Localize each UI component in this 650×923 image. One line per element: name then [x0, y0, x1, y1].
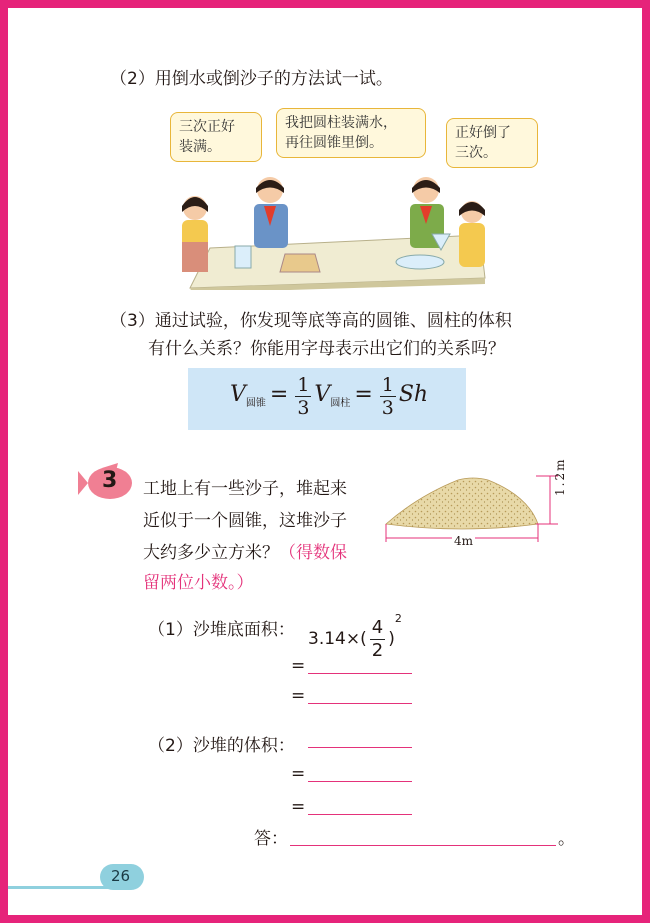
step1-expression: 3.14×( $\frac{4}{2}$ )$^2$	[308, 612, 402, 661]
formula-v-cone: V	[230, 382, 246, 407]
step1-blank-1[interactable]	[308, 673, 412, 674]
step1-label: （1）沙堆底面积：	[148, 620, 295, 640]
dimension-height-label: 1.2m	[553, 457, 567, 496]
classroom-illustration	[150, 150, 500, 290]
part2-instruction: （2）用倒水或倒沙子的方法试一试。	[110, 69, 393, 89]
dimension-width-label: 4m	[454, 534, 474, 548]
girl-right-figure	[459, 201, 485, 267]
speech-bubble-right: 正好倒了 三次。	[446, 118, 538, 168]
answer-period: 。	[558, 829, 575, 849]
sand-tray	[280, 254, 320, 272]
formula-box	[188, 368, 466, 430]
water-basin	[396, 255, 444, 269]
step2-label: （2）沙堆的体积：	[148, 736, 295, 756]
sand-cone-figure	[378, 468, 573, 552]
cylinder-cup	[235, 246, 251, 268]
formula-fraction-2: $\frac{1}{3}$	[381, 374, 394, 419]
answer-label: 答：	[254, 829, 288, 849]
formula-eq-2: =	[354, 382, 373, 407]
part3-question-line1: （3）通过试验，你发现等底等高的圆锥、圆柱的体积	[110, 311, 512, 331]
volume-formula	[230, 374, 428, 419]
step1-blank-2[interactable]	[308, 703, 412, 704]
problem3-line1: 工地上有一些沙子，堆起来	[143, 479, 347, 499]
formula-sub-cone: 圆锥	[245, 398, 266, 409]
formula-sub-cylinder: 圆柱	[330, 398, 351, 409]
formula-sh: Sh	[398, 382, 429, 407]
formula-v-cylinder: V	[314, 382, 331, 407]
boy-left-figure	[254, 177, 288, 248]
girl-left-figure	[182, 196, 208, 272]
part3-question-line2: 有什么关系？你能用字母表示出它们的关系吗？	[148, 339, 505, 359]
formula-eq-1: =	[269, 382, 289, 407]
step1-eq-2: =	[291, 686, 306, 706]
problem3-line2: 近似于一个圆锥，这堆沙子	[143, 511, 347, 531]
step2-blank-1[interactable]	[308, 747, 412, 748]
speech-bubble-middle: 我把圆柱装满水， 再往圆锥里倒。	[276, 108, 426, 158]
page-number: 26	[111, 867, 131, 885]
step2-eq-2: =	[291, 797, 306, 817]
step1-eq-1: =	[291, 656, 306, 676]
problem3-line4: 留两位小数。）	[143, 573, 254, 593]
formula-fraction-1: $\frac{1}{3}$	[297, 374, 310, 419]
step2-blank-3[interactable]	[308, 814, 412, 815]
problem3-line3: 大约多少立方米？（得数保	[143, 543, 347, 563]
step2-blank-2[interactable]	[308, 781, 412, 782]
speech-bubble-left: 三次正好 装满。	[170, 112, 262, 162]
footer-line	[8, 886, 110, 889]
problem-number: 3	[102, 468, 118, 493]
answer-blank[interactable]	[290, 845, 556, 846]
step2-eq-1: =	[291, 764, 306, 784]
